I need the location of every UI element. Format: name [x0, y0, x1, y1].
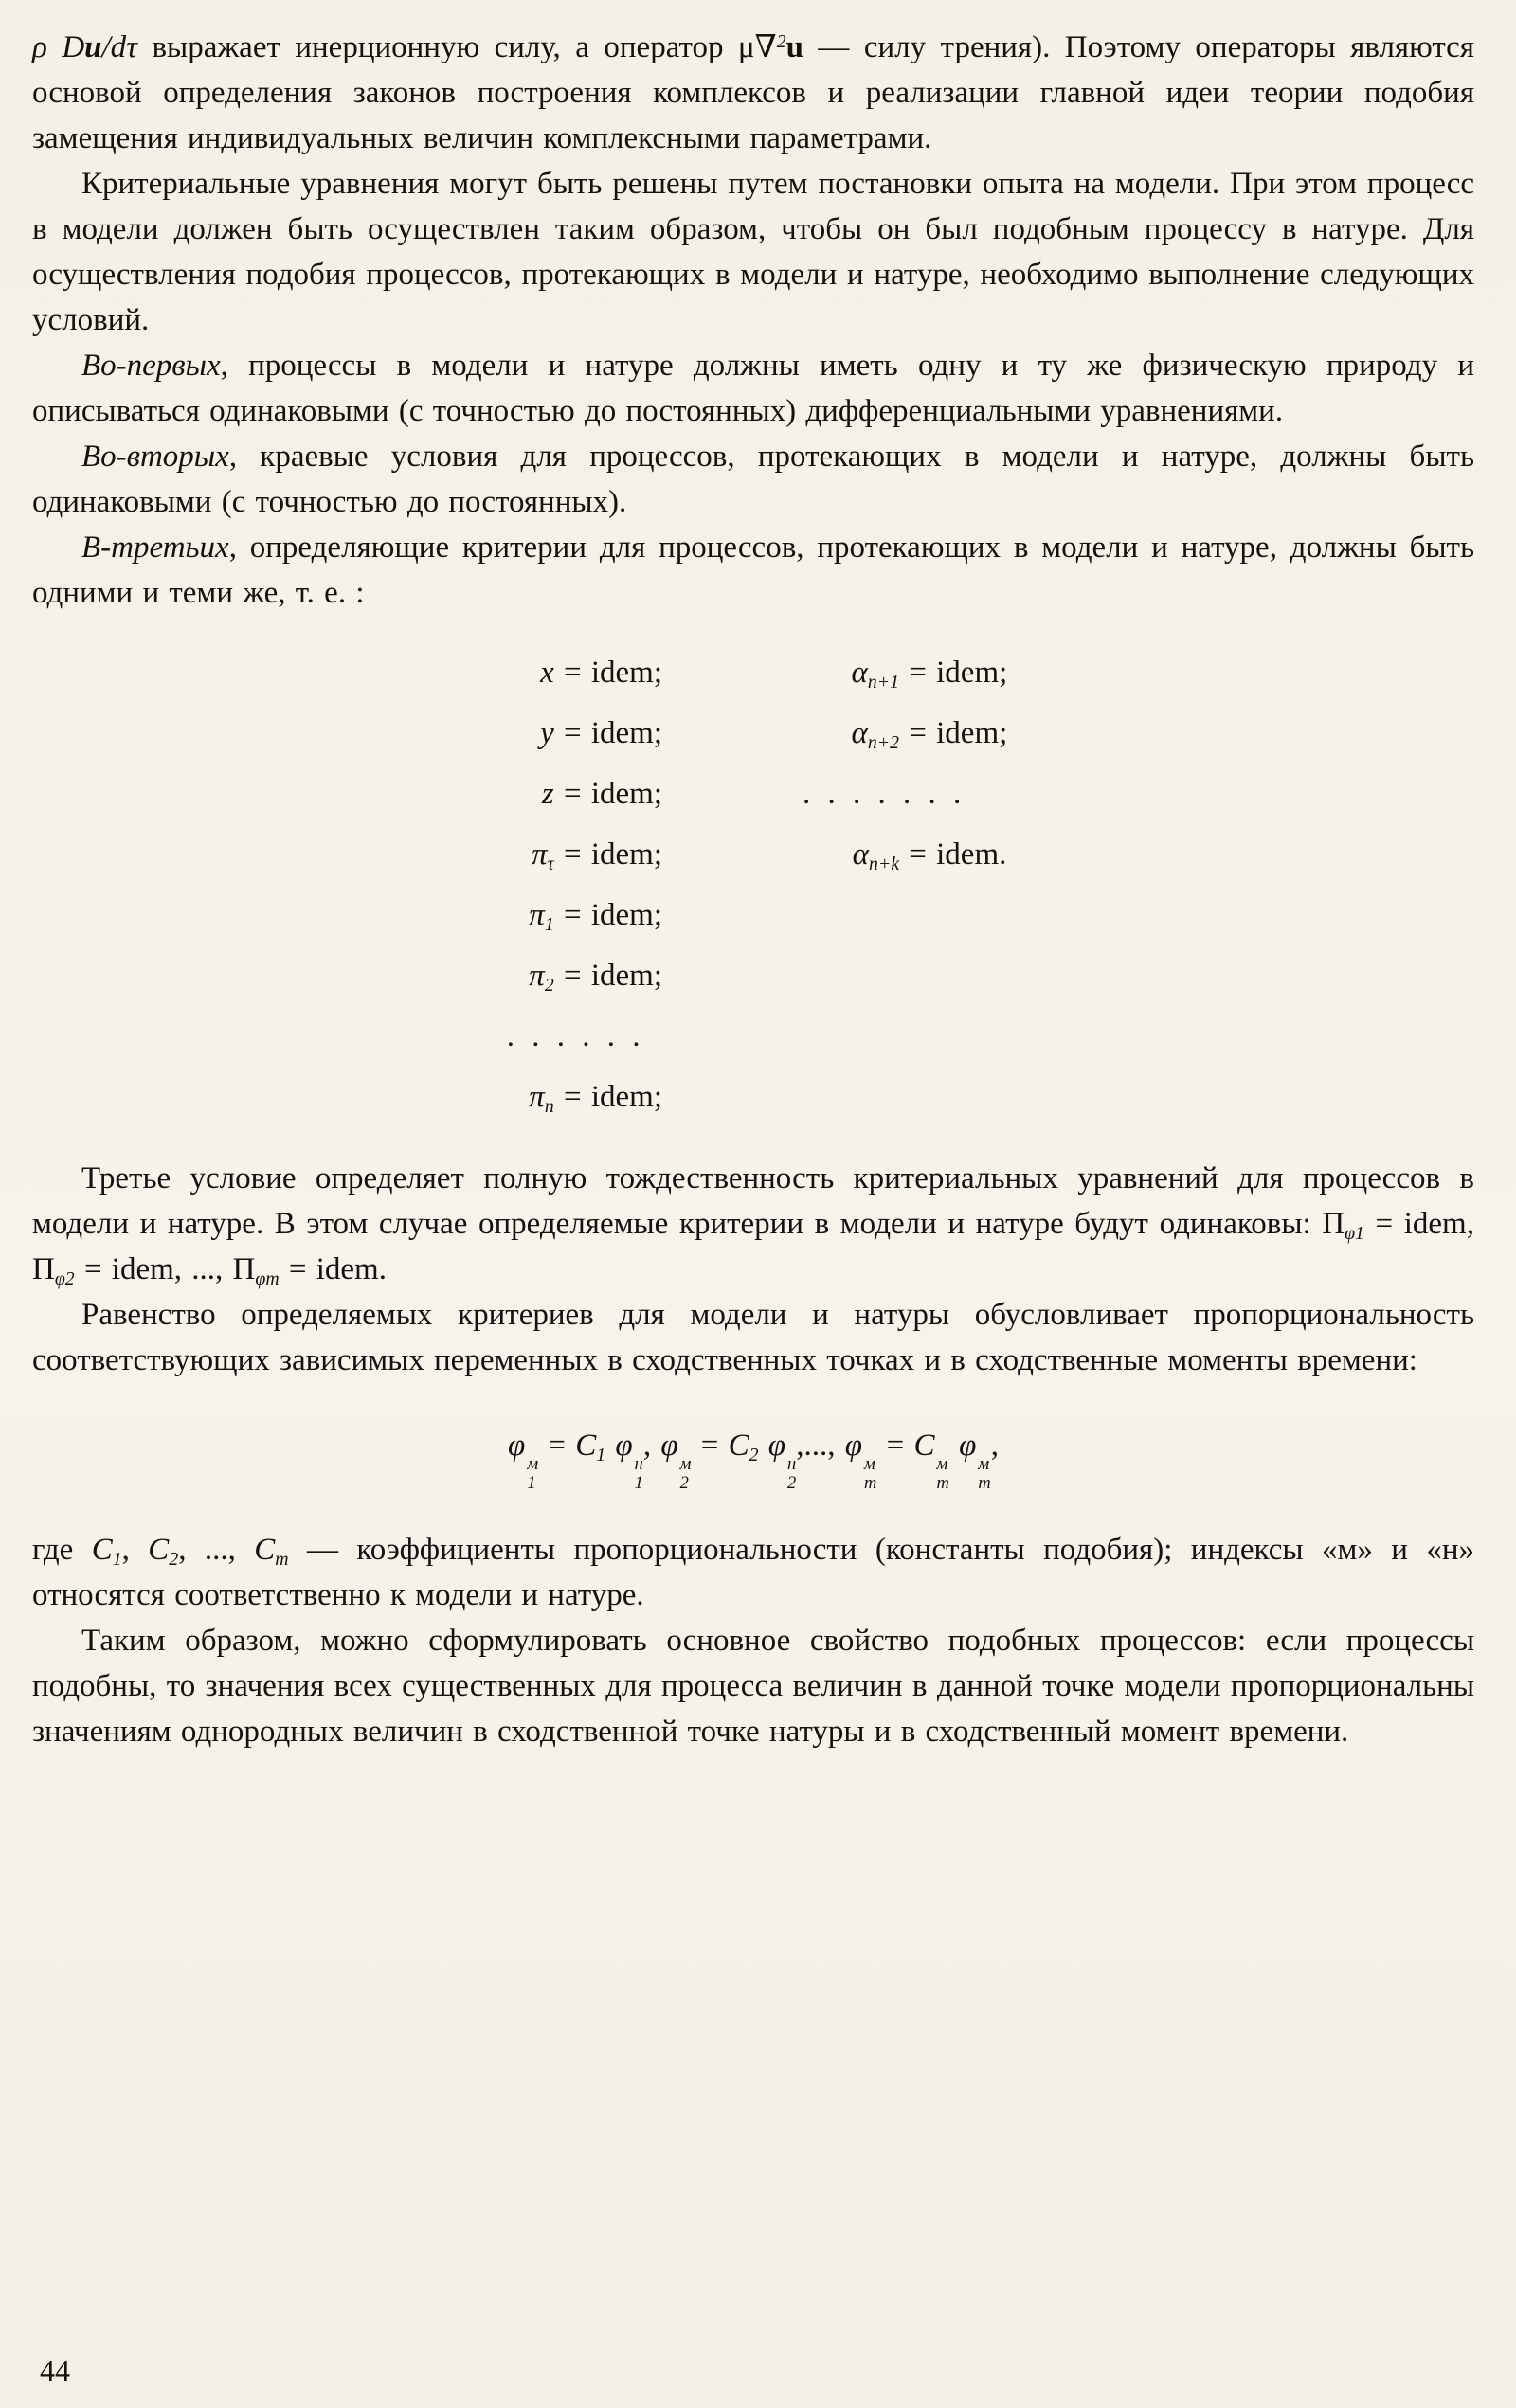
paragraph-second-condition: Во-вторых, краевые условия для процессов, протекающих в модели и натуре, должны быть одинаковыми (с точностью до постоянных). [32, 440, 1474, 519]
equation-row: $\pi_2$ = idem; [529, 959, 662, 996]
equation-column-left [499, 642, 662, 1127]
equation-row-dots: . . . . . . [506, 1019, 644, 1053]
equation-row: $\pi_1$ = idem; [529, 898, 662, 935]
text-block [32, 25, 1474, 1754]
equation-row: $\pi_\tau$ = idem; [532, 837, 662, 874]
paragraph-third-condition-implication: Третье условие определяет полную тождественность критериальных уравнений для процессов в модели и натуре. В этом случае определяемые критерии в модели и натуре будут одинаковы: $П_{\varphi 1}$ = idem, $П_{\varphi 2}$ = idem, ..., $П_{\varphi m}$ = idem. [32, 1161, 1474, 1289]
equation-row: $\alpha_{n+2}$ = idem; [851, 716, 1008, 753]
equation-row: $\pi_n$ = idem; [529, 1080, 662, 1117]
equation-row: $\alpha_{n+k}$ = idem. [852, 837, 1007, 874]
equation-row: y = idem; [540, 716, 662, 750]
equation-grid-idem [32, 642, 1474, 1127]
paragraph-third-condition: В-третьих, определяющие критерии для процессов, протекающих в модели и натуре, должны быть одними и теми же, т. е. : [32, 530, 1474, 610]
equation-row: z = idem; [541, 777, 662, 811]
paragraph-proportionality-intro: Равенство определяемых критериев для модели и натуры обусловливает пропорциональность соответствующих зависимых переменных в сходственных точках и в сходственные моменты времени: [32, 1298, 1474, 1377]
equation-row: $\alpha_{n+1}$ = idem; [851, 656, 1008, 692]
equation-row: x = idem; [540, 656, 662, 690]
page-number: 44 [40, 2353, 70, 2387]
paragraph-criterial-equations: Критериальные уравнения могут быть решены путем постановки опыта на модели. При этом процесс в модели должен быть осуществлен таким образом, чтобы он был подобным процессу в натуре. Для осуществления подобия процессов, протекающих в модели и натуре, необходимо выполнение следующих условий. [32, 167, 1474, 337]
paragraph-first-condition: Во-первых, процессы в модели и натуре должны иметь одну и ту же физическую природу и описываться одинаковыми (с точностью до постоянных) дифференциальными уравнениями. [32, 349, 1474, 428]
equation-row-dots: . . . . . . . [803, 777, 966, 811]
paragraph-operators-intro: ρ Du/dτ выражает инерционную силу, а оператор μ∇$^2$u — силу трения). Поэтому операторы являются основой определения законов построения комплексов и реализации главной идеи теории подобия замещения индивидуальных величин комплексными параметрами. [32, 30, 1474, 155]
paragraph-constants-definition: где $C_1$, $C_2$, ..., $C_m$ — коэффициенты пропорциональности (константы подобия); индексы «м» и «н» относятся соответственно к модели и натуре. [32, 1533, 1474, 1613]
equation-proportionality: φ м 1 = $C_1$ φ н 1 , φ м 2 = $C_2$ φ н 2 ,..., φ м m = C м m φ м m , [508, 1429, 999, 1493]
paragraph-main-property: Таким образом, можно сформулировать основное свойство подобных процессов: если процессы подобны, то значения всех существенных для процесса величин в данной точке модели пропорциональны значениям однородных величин в сходственной точке натуры и в сходственный момент времени. [32, 1624, 1474, 1750]
equation-column-right [795, 642, 1007, 1127]
